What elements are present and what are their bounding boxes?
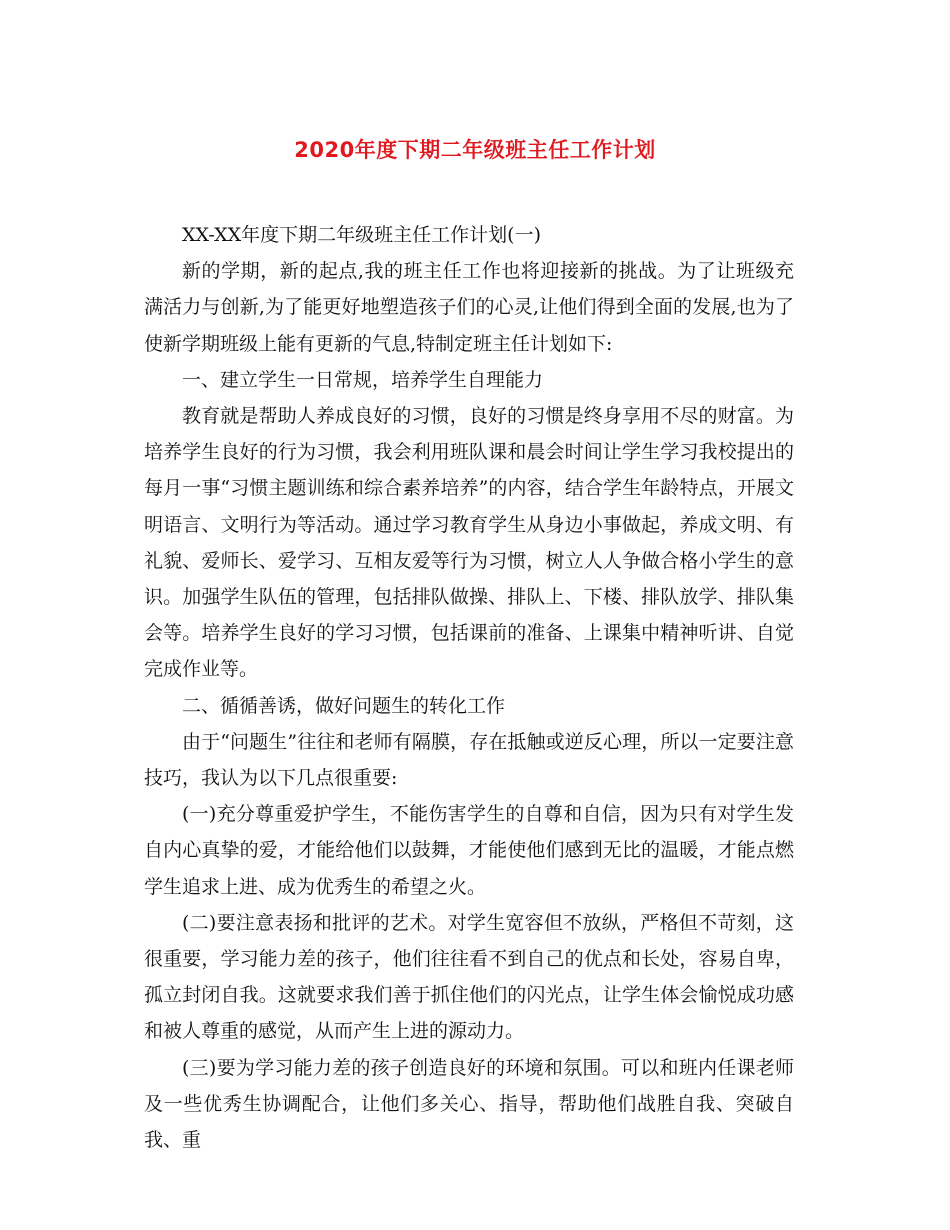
paragraph-habits: 教育就是帮助人养成良好的习惯，良好的习惯是终身享用不尽的财富。为培养学生良好的行为习惯，我会利用班队课和晨会时间让学生学习我校提出的每月一事“习惯主题训练和综合素养培养”的内容，结合学生年龄特点，开展文明语言、文明行为等活动。通过学习教育学生从身边小事做起，养成文明、有礼貌、爱师长、爱学习、互相友爱等行为习惯，树立人人争做合格小学生的意识。加强学生队伍的管理，包括排队做操、排队上、下楼、排队放学、排队集会等。培养学生良好的学习习惯，包括课前的准备、上课集中精神听讲、自觉完成作业等。 (144, 405, 794, 681)
paragraph-point-1: (一)充分尊重爱护学生，不能伤害学生的自尊和自信，因为只有对学生发自内心真挚的爱，才能给他们以鼓舞，才能使他们感到无比的温暖，才能点燃学生追求上进、成为优秀生的希望之火。 (144, 803, 794, 898)
section-heading-1: 一、建立学生一日常规，培养学生自理能力 (182, 368, 544, 391)
paragraph-point-2: (二)要注意表扬和批评的艺术。对学生宽容但不放纵，严格但不苛刻，这很重要，学习能力差的孩子，他们往往看不到自己的优点和长处，容易自卑，孤立封闭自我。这就要求我们善于抓住他们的闪光点，让学生体会愉悦成功感和被人尊重的感觉，从而产生上进的源动力。 (144, 911, 794, 1043)
paragraph-problem-students: 由于“问题生”往往和老师有隔膜，存在抵触或逆反心理，所以一定要注意技巧，我认为以下几点很重要: (144, 730, 794, 790)
paragraph-point-3: (三)要为学习能力差的孩子创造良好的环境和氛围。可以和班内任课老师及一些优秀生协调配合，让他们多关心、指导，帮助他们战胜自我、突破自我、重 (144, 1056, 794, 1152)
section-heading-2: 二、循循善诱，做好问题生的转化工作 (182, 694, 506, 717)
document-subtitle: XX-XX年度下期二年级班主任工作计划(一) (182, 224, 541, 246)
paragraph-intro: 新的学期，新的起点,我的班主任工作也将迎接新的挑战。为了让班级充满活力与创新,为了能更好地塑造孩子们的心灵,让他们得到全面的发展,也为了使新学期班级上能有更新的气息,特制定班主任计划如下: (144, 260, 794, 355)
document-title: 2020年度下期二年级班主任工作计划 (294, 138, 656, 162)
document-body (144, 217, 794, 1158)
